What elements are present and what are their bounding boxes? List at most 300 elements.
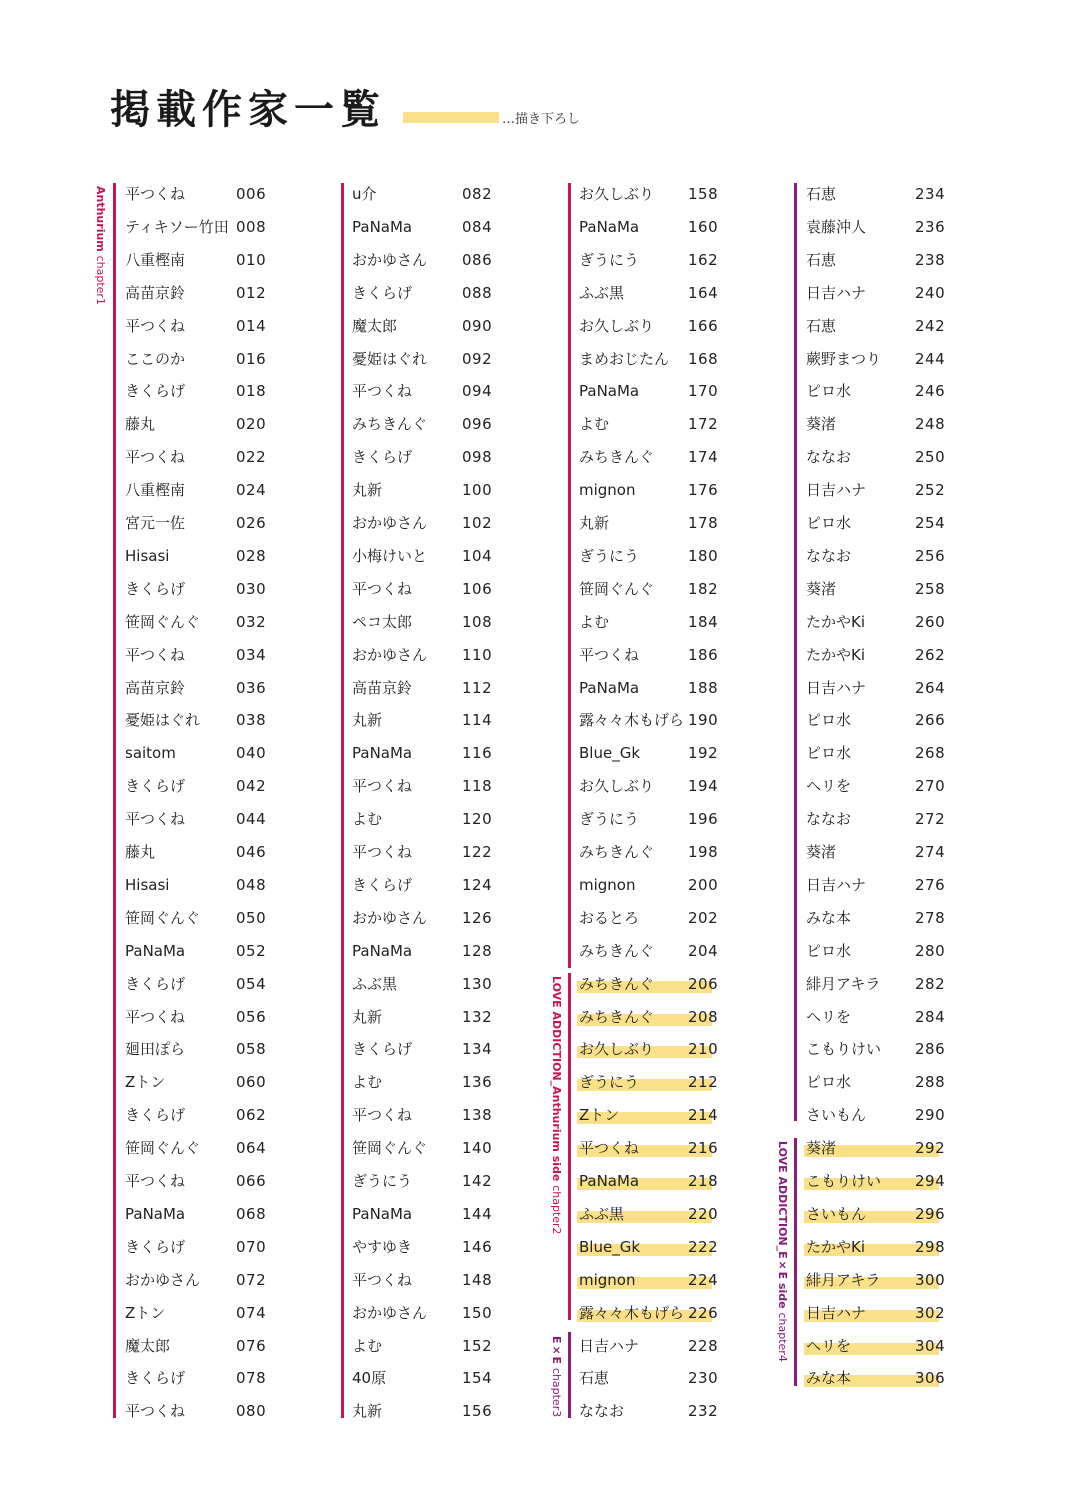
author-name: おかゆさん <box>125 1270 201 1289</box>
page-number: 062 <box>236 1106 267 1125</box>
author-name: PaNaMa <box>352 1204 413 1223</box>
chapter3-label <box>550 1336 562 1417</box>
author-name: PaNaMa <box>352 744 413 763</box>
author-name: 平つくね <box>352 1270 413 1289</box>
author-name: きくらげ <box>125 1237 186 1256</box>
page-number: 230 <box>688 1369 719 1388</box>
page-number: 096 <box>462 415 493 434</box>
author-name: ヘリを <box>806 1007 852 1026</box>
author-name: 高苗京鈴 <box>125 283 186 302</box>
page-number: 226 <box>688 1303 719 1322</box>
author-name: Zトン <box>125 1303 166 1322</box>
legend-highlight-swatch <box>403 112 499 123</box>
author-name: 憂姫はぐれ <box>125 711 201 730</box>
page-number: 134 <box>462 1040 493 1059</box>
page-number: 306 <box>915 1369 946 1388</box>
page-number: 110 <box>462 645 493 664</box>
page-number: 262 <box>915 645 946 664</box>
author-name: ぎうにう <box>579 546 640 565</box>
page-number: 296 <box>915 1204 946 1223</box>
page-number: 304 <box>915 1336 946 1355</box>
author-name: 丸新 <box>352 481 383 500</box>
page-number: 152 <box>462 1336 493 1355</box>
author-name: よむ <box>579 612 610 631</box>
author-name: こもりけい <box>806 1172 882 1190</box>
page-number: 240 <box>915 283 946 302</box>
page-number: 142 <box>462 1172 493 1190</box>
author-name: 40原 <box>352 1369 387 1388</box>
page-number: 144 <box>462 1204 493 1223</box>
chapter1-bar-c <box>568 183 571 968</box>
page-number: 254 <box>915 514 946 532</box>
page-number: 198 <box>688 843 719 861</box>
page-number: 184 <box>688 612 719 631</box>
page-number: 080 <box>236 1402 267 1421</box>
author-name: 高苗京鈴 <box>125 678 186 697</box>
page-number: 228 <box>688 1336 719 1355</box>
author-name: 平つくね <box>125 645 186 664</box>
page-number: 098 <box>462 448 493 467</box>
page-number: 250 <box>915 448 946 467</box>
author-name: PaNaMa <box>125 941 186 960</box>
author-name: きくらげ <box>125 777 186 796</box>
page-number: 018 <box>236 382 267 401</box>
author-name: きくらげ <box>125 974 186 993</box>
page-number: 030 <box>236 579 267 598</box>
page-number: 172 <box>688 415 719 434</box>
page-number: 132 <box>462 1007 493 1026</box>
author-name: 丸新 <box>352 1402 383 1421</box>
page-number: 118 <box>462 777 493 796</box>
author-name: みちきんぐ <box>579 448 655 467</box>
author-name: さいもん <box>806 1106 867 1125</box>
page-number: 078 <box>236 1369 267 1388</box>
author-name: PaNaMa <box>579 382 640 401</box>
page-number: 138 <box>462 1106 493 1125</box>
page-number: 176 <box>688 481 719 500</box>
author-name: ピロ水 <box>806 514 852 532</box>
chapter3-bar-a <box>568 1332 571 1418</box>
page-number: 200 <box>688 875 719 894</box>
page-number: 084 <box>462 217 493 236</box>
page-number: 210 <box>688 1040 719 1059</box>
chapter1-bar-a <box>113 183 116 1418</box>
author-name: 葵渚 <box>806 415 837 434</box>
author-name: ふぶ黒 <box>579 1204 625 1223</box>
page-number: 108 <box>462 612 493 631</box>
page-number: 238 <box>915 250 946 269</box>
page-number: 282 <box>915 974 946 993</box>
page-number: 028 <box>236 546 267 565</box>
author-name: 小梅けいと <box>352 546 428 565</box>
author-name: 日吉ハナ <box>806 481 867 500</box>
author-name: 平つくね <box>352 382 413 401</box>
author-name: たかやKi <box>806 1237 866 1256</box>
page-number: 224 <box>688 1270 719 1289</box>
chapter1-bar-b <box>341 183 344 1418</box>
author-name: ピロ水 <box>806 941 852 960</box>
author-name: ペコ太郎 <box>352 612 413 631</box>
author-name: 平つくね <box>352 579 413 598</box>
page-number: 274 <box>915 843 946 861</box>
page-number: 150 <box>462 1303 493 1322</box>
page-number: 188 <box>688 678 719 697</box>
author-name: 日吉ハナ <box>806 678 867 697</box>
page-number: 298 <box>915 1237 946 1256</box>
page-number: 074 <box>236 1303 267 1322</box>
author-name: 石恵 <box>579 1369 610 1388</box>
author-name: 笹岡ぐんぐ <box>579 579 655 598</box>
page-number: 014 <box>236 316 267 335</box>
author-name: みちきんぐ <box>579 1007 655 1026</box>
page-number: 022 <box>236 448 267 467</box>
chapter1-sub: Anthurium <box>94 186 107 252</box>
author-name: Zトン <box>125 1073 166 1092</box>
page-number: 094 <box>462 382 493 401</box>
author-name: Blue_Gk <box>579 1237 641 1256</box>
page-number: 054 <box>236 974 267 993</box>
chapter2-bar <box>568 973 571 1320</box>
page-number: 124 <box>462 875 493 894</box>
author-name: mignon <box>579 1270 636 1289</box>
author-name: おるとろ <box>579 908 640 927</box>
page-number: 266 <box>915 711 946 730</box>
page-number: 196 <box>688 810 719 829</box>
page-number: 290 <box>915 1106 946 1125</box>
page-number: 174 <box>688 448 719 467</box>
page-number: 114 <box>462 711 493 730</box>
author-name: 笹岡ぐんぐ <box>125 908 201 927</box>
page-number: 040 <box>236 744 267 763</box>
author-name: おかゆさん <box>352 645 428 664</box>
author-name: Blue_Gk <box>579 744 641 763</box>
page-number: 060 <box>236 1073 267 1092</box>
page-number: 120 <box>462 810 493 829</box>
page-number: 066 <box>236 1172 267 1190</box>
author-name: PaNaMa <box>352 217 413 236</box>
author-name: きくらげ <box>125 1106 186 1125</box>
author-name: 平つくね <box>579 1139 640 1158</box>
author-name: きくらげ <box>352 875 413 894</box>
page-number: 112 <box>462 678 493 697</box>
page-number: 294 <box>915 1172 946 1190</box>
author-name: 石恵 <box>806 250 837 269</box>
page-number: 154 <box>462 1369 493 1388</box>
author-name: みちきんぐ <box>579 974 655 993</box>
author-name: まめおじたん <box>579 349 670 368</box>
chapter2-number: chapter2 <box>550 1185 563 1235</box>
author-name: 平つくね <box>125 316 186 335</box>
author-name: ぎうにう <box>352 1172 413 1190</box>
page-number: 052 <box>236 941 267 960</box>
page-number: 302 <box>915 1303 946 1322</box>
page-number: 020 <box>236 415 267 434</box>
page-number: 102 <box>462 514 493 532</box>
author-name: 平つくね <box>125 1007 186 1026</box>
author-name: 笹岡ぐんぐ <box>125 1139 201 1158</box>
page-number: 072 <box>236 1270 267 1289</box>
author-name: 緋月アキラ <box>806 974 881 993</box>
page-number: 146 <box>462 1237 493 1256</box>
page-number: 178 <box>688 514 719 532</box>
author-name: ここのか <box>125 349 186 368</box>
author-name: ピロ水 <box>806 711 852 730</box>
chapter3-number: chapter3 <box>550 1367 563 1418</box>
page-number: 278 <box>915 908 946 927</box>
author-name: 平つくね <box>352 1106 413 1125</box>
author-name: 石恵 <box>806 316 837 335</box>
page-number: 164 <box>688 283 719 302</box>
author-name: ぎうにう <box>579 810 640 829</box>
author-name: 藤丸 <box>125 843 156 861</box>
author-name: 葵渚 <box>806 843 837 861</box>
author-name: 平つくね <box>579 645 640 664</box>
author-name: 平つくね <box>352 777 413 796</box>
author-name: 露々々木もげら <box>579 1303 685 1322</box>
page-number: 216 <box>688 1139 719 1158</box>
page-number: 242 <box>915 316 946 335</box>
page-number: 076 <box>236 1336 267 1355</box>
author-name: ななお <box>806 810 852 829</box>
page-number: 220 <box>688 1204 719 1223</box>
author-name: こもりけい <box>806 1040 882 1059</box>
legend-text: …描き下ろし <box>502 112 581 127</box>
author-name: ぎうにう <box>579 1073 640 1092</box>
page-number: 130 <box>462 974 493 993</box>
author-name: Zトン <box>579 1106 620 1125</box>
page-number: 202 <box>688 908 719 927</box>
page-number: 122 <box>462 843 493 861</box>
page-number: 026 <box>236 514 267 532</box>
author-name: みちきんぐ <box>352 415 428 434</box>
author-name: 平つくね <box>352 843 413 861</box>
page-number: 068 <box>236 1204 267 1223</box>
page-number: 032 <box>236 612 267 631</box>
page-number: 252 <box>915 481 946 500</box>
author-name: 憂姫はぐれ <box>352 349 428 368</box>
author-name: ふぶ黒 <box>352 974 398 993</box>
page-number: 170 <box>688 382 719 401</box>
page-number: 246 <box>915 382 946 401</box>
author-name: よむ <box>579 415 610 434</box>
page-number: 292 <box>915 1139 946 1158</box>
page-number: 218 <box>688 1172 719 1190</box>
page-number: 158 <box>688 185 719 203</box>
author-name: 丸新 <box>579 514 610 532</box>
page-number: 194 <box>688 777 719 796</box>
author-name: 日吉ハナ <box>579 1336 640 1355</box>
page-number: 046 <box>236 843 267 861</box>
page-number: 222 <box>688 1237 719 1256</box>
author-name: よむ <box>352 810 383 829</box>
page-number: 092 <box>462 349 493 368</box>
page-number: 106 <box>462 579 493 598</box>
author-name: 袁藤沖人 <box>806 217 867 236</box>
author-name: 平つくね <box>125 810 186 829</box>
author-name: 笹岡ぐんぐ <box>352 1139 428 1158</box>
author-name: ぎうにう <box>579 250 640 269</box>
author-name: よむ <box>352 1336 383 1355</box>
author-name: お久しぶり <box>579 316 655 335</box>
author-name: みちきんぐ <box>579 843 655 861</box>
author-name: さいもん <box>806 1204 867 1223</box>
author-name: みちきんぐ <box>579 941 655 960</box>
chapter1-number: chapter1 <box>94 255 107 305</box>
author-name: 藤丸 <box>125 415 156 434</box>
page-number: 082 <box>462 185 493 203</box>
page-number: 234 <box>915 185 946 203</box>
page-number: 284 <box>915 1007 946 1026</box>
author-name: 蕨野まつり <box>806 349 882 368</box>
author-name: ななお <box>806 448 852 467</box>
author-name: おかゆさん <box>352 1303 428 1322</box>
page-number: 008 <box>236 217 267 236</box>
author-name: ヘリを <box>806 1336 852 1355</box>
author-name: ななお <box>579 1402 625 1421</box>
chapter4-number: chapter4 <box>776 1312 789 1362</box>
page-number: 192 <box>688 744 719 763</box>
author-name: おかゆさん <box>352 250 428 269</box>
author-name: お久しぶり <box>579 1040 655 1059</box>
page-number: 090 <box>462 316 493 335</box>
author-name: やすゆき <box>352 1237 413 1256</box>
author-name: 日吉ハナ <box>806 1303 867 1322</box>
author-name: きくらげ <box>125 579 186 598</box>
chapter4-bar <box>794 1138 797 1386</box>
author-name: 平つくね <box>125 185 186 203</box>
author-name: u介 <box>352 185 377 203</box>
chapter4-label <box>776 1141 788 1362</box>
page-number: 166 <box>688 316 719 335</box>
page-number: 038 <box>236 711 267 730</box>
page-number: 276 <box>915 875 946 894</box>
author-name: ピロ水 <box>806 1073 852 1092</box>
author-name: 丸新 <box>352 711 383 730</box>
page-number: 300 <box>915 1270 946 1289</box>
page-number: 206 <box>688 974 719 993</box>
page-title: 掲載作家一覧 <box>110 87 386 133</box>
author-name: きくらげ <box>352 448 413 467</box>
page-number: 036 <box>236 678 267 697</box>
author-name: 魔太郎 <box>125 1336 171 1355</box>
page-number: 168 <box>688 349 719 368</box>
author-name: 日吉ハナ <box>806 875 867 894</box>
author-name: 葵渚 <box>806 579 837 598</box>
page-number: 100 <box>462 481 493 500</box>
author-name: PaNaMa <box>352 941 413 960</box>
author-name: ふぶ黒 <box>579 283 625 302</box>
page-number: 024 <box>236 481 267 500</box>
author-name: Hisasi <box>125 546 170 565</box>
page-number: 104 <box>462 546 493 565</box>
author-name: ピロ水 <box>806 744 852 763</box>
author-name: 魔太郎 <box>352 316 398 335</box>
author-name: ピロ水 <box>806 382 852 401</box>
author-name: きくらげ <box>125 382 186 401</box>
page-number: 280 <box>915 941 946 960</box>
page-number: 016 <box>236 349 267 368</box>
page-number: 058 <box>236 1040 267 1059</box>
author-name: 石恵 <box>806 185 837 203</box>
page-number: 088 <box>462 283 493 302</box>
page-number: 010 <box>236 250 267 269</box>
author-name: みな本 <box>806 908 852 927</box>
page-number: 190 <box>688 711 719 730</box>
page-number: 050 <box>236 908 267 927</box>
page-number: 264 <box>915 678 946 697</box>
author-name: きくらげ <box>125 1369 186 1388</box>
page-number: 260 <box>915 612 946 631</box>
author-name: PaNaMa <box>579 217 640 236</box>
page-number: 204 <box>688 941 719 960</box>
author-name: おかゆさん <box>352 514 428 532</box>
author-name: ななお <box>806 546 852 565</box>
author-name: お久しぶり <box>579 777 655 796</box>
author-name: 丸新 <box>352 1007 383 1026</box>
page-number: 244 <box>915 349 946 368</box>
page-number: 140 <box>462 1139 493 1158</box>
page-number: 182 <box>688 579 719 598</box>
author-name: 平つくね <box>125 1402 186 1421</box>
author-name: Hisasi <box>125 875 170 894</box>
chapter3-sub: E×E <box>550 1336 563 1365</box>
page-number: 128 <box>462 941 493 960</box>
author-name: mignon <box>579 481 636 500</box>
page-number: 006 <box>236 185 267 203</box>
page-number: 156 <box>462 1402 493 1421</box>
page-number: 180 <box>688 546 719 565</box>
page-number: 288 <box>915 1073 946 1092</box>
author-name: PaNaMa <box>579 1172 640 1190</box>
page-number: 042 <box>236 777 267 796</box>
page-number: 056 <box>236 1007 267 1026</box>
author-name: mignon <box>579 875 636 894</box>
page-number: 286 <box>915 1040 946 1059</box>
page-number: 162 <box>688 250 719 269</box>
page-number: 012 <box>236 283 267 302</box>
page-number: 268 <box>915 744 946 763</box>
author-name: たかやKi <box>806 612 866 631</box>
chapter4-sub: LOVE ADDICTION_E×E side <box>776 1141 789 1309</box>
page-number: 064 <box>236 1139 267 1158</box>
author-name: 高苗京鈴 <box>352 678 413 697</box>
author-name: ティキソー竹田 <box>125 217 229 236</box>
page-number: 208 <box>688 1007 719 1026</box>
author-name: おかゆさん <box>352 908 428 927</box>
author-name: saitom <box>125 744 176 763</box>
page-number: 214 <box>688 1106 719 1125</box>
author-name: 笹岡ぐんぐ <box>125 612 201 631</box>
page-number: 186 <box>688 645 719 664</box>
chapter2-label <box>550 976 562 1235</box>
author-name: 緋月アキラ <box>806 1270 881 1289</box>
author-name: 日吉ハナ <box>806 283 867 302</box>
page-number: 160 <box>688 217 719 236</box>
author-name: よむ <box>352 1073 383 1092</box>
author-name: たかやKi <box>806 645 866 664</box>
author-name: 平つくね <box>125 448 186 467</box>
page-number: 044 <box>236 810 267 829</box>
page-number: 212 <box>688 1073 719 1092</box>
page-number: 136 <box>462 1073 493 1092</box>
author-name: PaNaMa <box>579 678 640 697</box>
author-name: 宮元一佐 <box>125 514 186 532</box>
page-number: 236 <box>915 217 946 236</box>
author-name: みな本 <box>806 1369 852 1388</box>
page-number: 256 <box>915 546 946 565</box>
author-name: ヘリを <box>806 777 852 796</box>
author-name: 平つくね <box>125 1172 186 1190</box>
